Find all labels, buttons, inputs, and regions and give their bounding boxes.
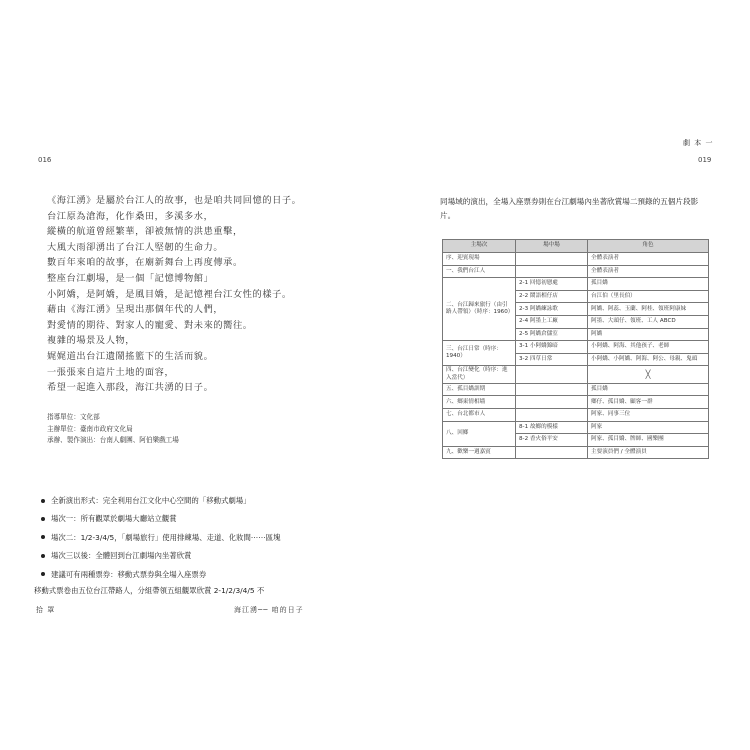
poem-line: 複雜的場景及人物， (47, 335, 136, 347)
table-header-row (443, 240, 709, 253)
cross-mark-cell: ╳ (588, 366, 709, 383)
main-scene-cell: 三、台江日常（時序：1940） (443, 341, 516, 366)
poem-line: 藉由《海江湧》呈現出那個年代的人們， (47, 304, 224, 316)
table-row (443, 421, 709, 434)
page-number-left: 016 (38, 156, 52, 164)
bullet-icon (41, 572, 45, 576)
column-header: 主場次 (443, 240, 516, 253)
roles-cell: 阿家、孤目嬌、牌師、國樂團 (588, 434, 709, 447)
poem-line: 對愛情的期待、對家人的寵愛、對未來的嚮往。 (47, 319, 253, 331)
sub-scene-cell: 8-1 故鄉的模樣 (516, 421, 588, 434)
sub-scene-cell: 3-1 小阿嬌錦暗 (516, 341, 588, 354)
poem-line: 數百年來咱的故事，在廟新舞台上再度傳承。 (47, 257, 243, 269)
footer-book-title: 海江湧── 咱的日子 (234, 606, 304, 614)
continuation-text: 移動式票卷由五位台江帶路人，分組帶領五組觀眾欣賞 2-1/2/3/4/5 不 (34, 585, 265, 595)
table-row (443, 446, 709, 459)
cast-table (442, 239, 709, 459)
table-row (443, 265, 709, 278)
column-header: 角色 (588, 240, 709, 253)
main-scene-cell: 二、台江歸來旅行（由引路人帶領）（時序：1960） (443, 278, 516, 341)
sub-scene-cell (516, 408, 588, 421)
poem-line: 一張張來自這片土地的面容， (47, 366, 175, 378)
table-row (443, 383, 709, 396)
sub-scene-cell (516, 265, 588, 278)
main-scene-cell: 四、台江變化（時序：進入當代） (443, 366, 516, 383)
main-scene-cell: 六、鄉東情相墻 (443, 396, 516, 409)
main-scene-cell: 一、我們台江人 (443, 265, 516, 278)
roles-cell: 阿墨、大頭仔、領班、工人 ABCD (588, 315, 709, 328)
poem-block (47, 193, 337, 396)
sub-scene-cell (516, 366, 588, 383)
poem-line: 台江原為滄海，化作桑田，多溪多水， (47, 210, 214, 222)
roles-cell: 鄉仔、孤目嬌、顧客一群 (588, 396, 709, 409)
table-row (443, 341, 709, 354)
roles-cell: 小阿嬌、小阿嬌、阿海、阿公、母親、鬼頭 (588, 353, 709, 366)
bullet-text: 場次二：1/2-3/4/5，「劇場旅行」使用排練場、走道、化妝間⋯⋯區塊 (51, 532, 281, 542)
sub-scene-cell: 2-5 阿嬌倉儲室 (516, 328, 588, 341)
bullet-icon (41, 535, 45, 539)
bullet-text: 全新演出形式：完全利用台江文化中心空間的「移動式劇場」 (51, 496, 251, 505)
footer-left-label: 拾 罩 (36, 606, 56, 614)
roles-cell: 小阿嬌、阿海、其他孩子、老師 (588, 341, 709, 354)
roles-cell: 主要演員們 / 全體演員 (588, 446, 709, 459)
list-item (41, 566, 341, 584)
sub-scene-cell: 3-2 四草日常 (516, 353, 588, 366)
bullet-text: 場次一：所有觀眾於劇場大廳站立觀賞 (51, 514, 177, 524)
sub-scene-cell: 2-4 阿墨上工廠 (516, 315, 588, 328)
main-scene-cell: 九、歡樂一週嘉賓 (443, 446, 516, 459)
table-row (443, 278, 709, 291)
roles-cell: 孤目嬌 (588, 383, 709, 396)
table-row (443, 408, 709, 421)
running-header: 劇 本 一 (683, 139, 714, 147)
poem-line: 小阿嬌，是阿嬌，是風目嬌，是記憶裡台江女性的樣子。 (47, 288, 292, 300)
bullet-text: 建議可有兩種票券：移動式票券與全場入座票券 (51, 569, 207, 579)
sub-scene-cell: 2-2 鬧語相仔店 (516, 290, 588, 303)
sub-scene-cell (516, 253, 588, 266)
credit-line: 主辦單位：臺南市政府文化局 (47, 424, 133, 433)
sub-scene-cell: 2-3 阿嬌練詠歌 (516, 303, 588, 316)
roles-cell: 台江伯（里長伯） (588, 290, 709, 303)
main-scene-cell: 八、回鄉 (443, 421, 516, 446)
main-scene-cell: 五、孤目嬌訓期 (443, 383, 516, 396)
list-item (41, 529, 341, 547)
list-item (41, 510, 341, 528)
bullet-icon (41, 499, 45, 503)
bullet-list (34, 492, 341, 598)
credit-line: 承辦、製作演出：台南人劇團、阿伯樂戲工場 (47, 436, 179, 444)
credits-block (47, 412, 179, 447)
roles-cell: 阿家、同事三位 (588, 408, 709, 421)
poem-line: 娓娓道出台江遺鬧搖籃下的生活而貌。 (47, 350, 214, 362)
roles-cell: 阿嬌 (588, 328, 709, 341)
bullet-text: 場次三以後：全體回到台江劇場內坐著欣賞 (51, 551, 192, 561)
main-scene-cell: 七、台北都市人 (443, 408, 516, 421)
poem-line: 整座台江劇場，是一個「記憶博物館」 (47, 272, 214, 284)
poem-line: 縱橫的航道曾經繁華，卻被無情的洪患重擊， (47, 226, 243, 238)
roles-cell: 全體表演者 (588, 253, 709, 266)
sub-scene-cell (516, 383, 588, 396)
sub-scene-cell (516, 446, 588, 459)
table-row (443, 396, 709, 409)
list-item (41, 492, 341, 510)
roles-cell: 阿家 (588, 421, 709, 434)
bullet-icon (41, 554, 45, 558)
list-item (41, 547, 341, 565)
poem-line: 《海江湧》是屬於台江人的故事，也是咱共同回憶的日子。 (47, 195, 302, 206)
roles-cell: 孤目嬌 (588, 278, 709, 291)
poem-line: 大風大雨卻湧出了台江人堅韌的生命力。 (47, 241, 224, 253)
intro-paragraph: 同場域的演出，全場入座票券則在台江劇場內坐著欣賞場二預錄的五個片段影片。 (440, 197, 699, 220)
table-row (443, 366, 709, 383)
roles-cell: 阿嬌、阿蕊、玉蘭、阿桂、領班阿康妹 (588, 303, 709, 316)
bullet-icon (41, 517, 45, 521)
poem-line: 希望一起進入那段，海江共湧的日子。 (47, 382, 214, 394)
sub-scene-cell (516, 396, 588, 409)
page-number-right: 019 (698, 156, 712, 164)
column-header: 場中場 (516, 240, 588, 253)
table-row (443, 253, 709, 266)
sub-scene-cell: 2-1 回憶初戀處 (516, 278, 588, 291)
credit-line: 指導單位：文化部 (47, 413, 100, 421)
main-scene-cell: 序、迎賓現場 (443, 253, 516, 266)
roles-cell: 全體表演者 (588, 265, 709, 278)
sub-scene-cell: 8-2 香火俗平安 (516, 434, 588, 447)
